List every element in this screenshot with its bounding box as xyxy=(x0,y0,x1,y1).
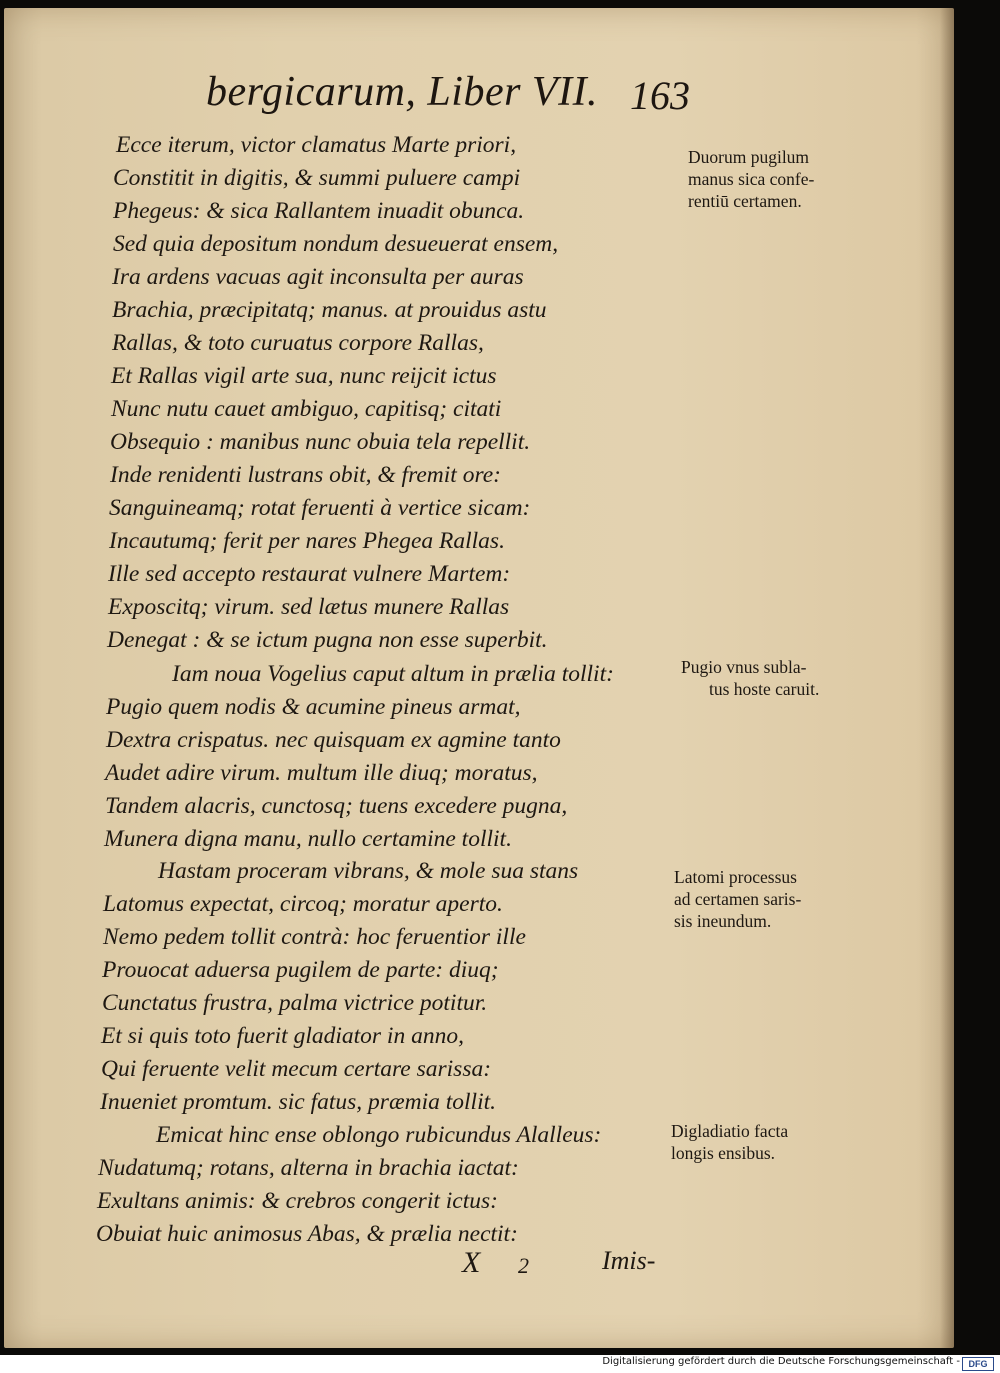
verse-line: Sanguineamq; rotat feruenti à vertice sicam: xyxy=(109,495,531,521)
verse-line: Iam noua Vogelius caput altum in prælia tollit: xyxy=(172,661,614,687)
verse-line: Sed quia depositum nondum desueuerat ensem, xyxy=(113,231,559,257)
margin-note-line: rentiū certamen. xyxy=(688,191,802,211)
verse-line: Incautumq; ferit per nares Phegea Rallas. xyxy=(109,528,505,554)
verse-line: Obuiat huic animosus Abas, & prælia nectit: xyxy=(96,1221,518,1247)
verse-line: Et si quis toto fuerit gladiator in anno, xyxy=(101,1023,464,1049)
funding-note: Digitalisierung gefördert durch die Deutsche Forschungsgemeinschaft - xyxy=(602,1356,960,1367)
verse-line: Constitit in digitis, & summi puluere campi xyxy=(113,165,521,191)
margin-note-line: Latomi processus xyxy=(674,867,797,887)
catchword: Imis- xyxy=(602,1246,656,1275)
verse-line: Nudatumq; rotans, alterna in brachia iactat: xyxy=(98,1155,519,1181)
margin-note-line: longis ensibus. xyxy=(671,1143,776,1163)
verse-line: Nunc nutu cauet ambiguo, capitisq; citati xyxy=(111,396,502,422)
margin-note xyxy=(671,1120,851,1164)
verse-line: Brachia, præcipitatq; manus. at prouidus astu xyxy=(112,297,547,323)
verse-line: Audet adire virum. multum ille diuq; moratus, xyxy=(105,760,538,786)
verse-line: Ecce iterum, victor clamatus Marte priori, xyxy=(116,132,517,158)
verse-line: Latomus expectat, circoq; moratur aperto. xyxy=(103,891,503,917)
verse-line: Qui feruente velit mecum certare sarissa: xyxy=(101,1056,492,1082)
verse-line: Et Rallas vigil arte sua, nunc reijcit ictus xyxy=(111,363,497,389)
verse-line: Phegeus: & sica Rallantem inuadit obunca. xyxy=(113,198,525,224)
margin-note-line: sis ineundum. xyxy=(674,911,772,931)
margin-note xyxy=(674,866,854,932)
verse-line: Exposcitq; virum. sed lætus munere Rallas xyxy=(108,594,510,620)
verse-line: Cunctatus frustra, palma victrice potitur. xyxy=(102,990,488,1016)
margin-note-line: ad certamen saris- xyxy=(674,889,802,909)
signature-mark: X xyxy=(462,1246,481,1279)
dfg-logo: DFG xyxy=(962,1357,994,1371)
page-edge-shadow xyxy=(940,8,954,1348)
verse-line: Ille sed accepto restaurat vulnere Martem: xyxy=(108,561,511,587)
verse-line: Emicat hinc ense oblongo rubicundus Alalleus: xyxy=(156,1122,602,1148)
page-number: 163 xyxy=(630,73,690,118)
signature-number: 2 xyxy=(518,1253,529,1278)
verse-line: Rallas, & toto curuatus corpore Rallas, xyxy=(112,330,484,356)
verse-line: Hastam proceram vibrans, & mole sua stans xyxy=(158,858,579,884)
margin-note xyxy=(681,656,861,700)
verse-line: Ira ardens vacuas agit inconsulta per auras xyxy=(112,264,524,290)
verse-line: Tandem alacris, cunctosq; tuens excedere pugna, xyxy=(105,793,568,819)
verse-line: Inueniet promtum. sic fatus, præmia tollit. xyxy=(100,1089,497,1115)
verse-line: Dextra crispatus. nec quisquam ex agmine tanto xyxy=(106,727,561,753)
verse-line: Pugio quem nodis & acumine pineus armat, xyxy=(106,694,521,720)
margin-note xyxy=(688,146,868,212)
margin-note-line: Pugio vnus subla- xyxy=(681,657,807,677)
margin-note-line: manus sica confe- xyxy=(688,169,815,189)
digitization-footer xyxy=(0,1355,1000,1373)
verse-line: Prouocat aduersa pugilem de parte: diuq; xyxy=(102,957,499,983)
verse-line: Inde renidenti lustrans obit, & fremit ore: xyxy=(110,462,501,488)
verse-line: Obsequio : manibus nunc obuia tela repellit. xyxy=(110,429,531,455)
verse-line: Denegat : & se ictum pugna non esse superbit. xyxy=(107,627,548,653)
margin-note-line: tus hoste caruit. xyxy=(709,679,820,699)
margin-note-line: Duorum pugilum xyxy=(688,147,810,167)
running-head: bergicarum, Liber VII. xyxy=(206,69,599,115)
verse-line: Munera digna manu, nullo certamine tollit. xyxy=(104,826,512,852)
margin-note-line: Digladiatio facta xyxy=(671,1121,789,1141)
verse-line: Nemo pedem tollit contrà: hoc feruentior ille xyxy=(103,924,526,950)
verse-line: Exultans animis: & crebros congerit ictus: xyxy=(97,1188,498,1214)
